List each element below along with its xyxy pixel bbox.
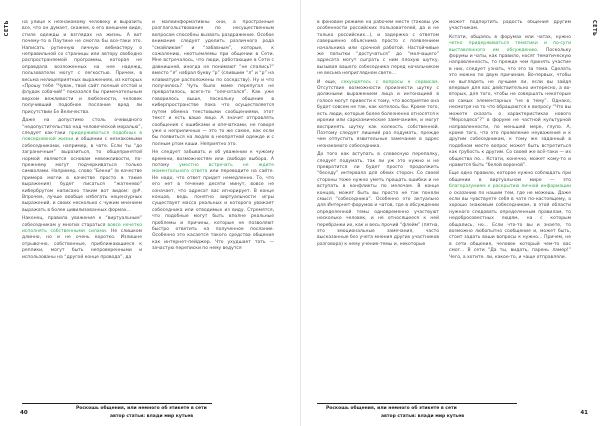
body-paragraph [449, 35, 571, 170]
paragraph-text: И еще, [317, 79, 342, 85]
body-paragraph [449, 171, 571, 261]
paragraph-text: в фоновом режиме на рабочем месте (таковы уж особенности российских пользователей, да и не только российских…), и задержка с ответом совершенно объяснима просто с появлением начальника или срочной работой. Настойчивые же попытки “достучаться” до “молчащего” адресата могут сыграть с ним плохую шутку, вызывая вашего собеседника перед начальником не весьма неприглядном свете… [317, 20, 439, 77]
paragraph-text-continued: о сказанию по нашим тем, где не можешь. Даже если вы чувствуете себя в чате по-настоящему, а хорошо знакомым собеседникам, в этой области нужного следовать определенным правилам, то недобросовестных людям, на с которым общались, но... Если что-то вы и знаете, то возможно любопытно сообщение и, может быть, стоит задать ваши вопросы к нужно... Причем, не в сети общения, человек который чем-то вас смог... В сети “Да ты, видать, парень ламер!” Чего, а хотите. ли, какое-то, и чаще отправляли. [449, 190, 571, 260]
right-column-2 [449, 20, 571, 386]
highlighted-phrase: придерживаться подобных в повседневной жизни [22, 130, 142, 143]
section-label: СЕТЬ [591, 20, 597, 37]
highlighted-phrase: секундетесь с вопросы к сервисам [341, 79, 438, 85]
paragraph-text: Кстати, общаясь в форумах или чатах, нужно [449, 34, 571, 40]
running-footer-title: Роскошь общения, или немного об этикете в сети [76, 406, 207, 411]
highlighted-phrase: вовсе нечетко исполнять собственными силами [22, 222, 142, 234]
body-paragraph [152, 20, 274, 148]
footer-divider [317, 403, 517, 404]
paragraph-text: и малоинформативны они, а пространные разглагольствования по несущественным вопросам способны вызвать раздражение. Особое внимание следует уделить различного рода “смайликам” и “забавным”, которые, к сожалению, неотъемлемы при общении в Сети. Мне встречалось, что люди, работающие в Сети с давнишней, иногда не понимают “не спались?” вместо “я” набрал букву “р” (слившим “л” и “р” на клавиатуре расположены по соседству). Ну и что получилось? Чуть было маме перепугал не превратилось, всего-то “опечатался”. Как уже говорилось выше, поскольку общение в киберпространстве пока что осуществляется путем обмена текстовыми сообщениями, этот текст и есть ваше лицо. А значит отправлять сообщения с ошибками и опечатками, не говоря уже о неприличных — это то же самое, как если бы появиться на людях в неопрятной одежде и с полным ртом каши. Неприятно это. [152, 20, 274, 147]
left-column-2 [152, 20, 274, 386]
right-page [300, 0, 600, 426]
paragraph-text: Даже на допустимо столь очевидного “недопустительства над человеческой моралью”, следует как-таки [22, 118, 142, 136]
paragraph-text: может подпортить радость общения другим участникам. [449, 20, 571, 32]
body-paragraph [317, 80, 439, 150]
body-paragraph [317, 20, 439, 78]
running-footer-title: Роскошь общения, или немного об этикете в сети [326, 406, 457, 411]
body-paragraph [22, 216, 142, 261]
highlighted-phrase: четко придерживаться тематики и по-сути выставленного им обсуждению [449, 41, 571, 53]
left-column-1 [22, 20, 142, 386]
highlighted-phrase: благоразумием к раскрытию личной информации [449, 184, 571, 190]
body-paragraph [152, 150, 274, 253]
paragraph-text-continued: . Отсутствие возможности произнести шутку с должными выражением лица и интонацией в голосе могут привести к тому, что восприятие она будет совсем не так, как хотелось бы. Кроме того, есть люди, которые более болезненно относятся к иронии или сарказмические замечаниям, и могут воспринять шутку как колкость собственной. Поэтому следует лишний раз подумать, прежде чем отпустить язвительные замечание в адрес незнакомого собеседника. [317, 79, 439, 149]
page-number: 40 [20, 410, 28, 416]
running-footer-author: автор статьи: влади мир кутьев [381, 414, 465, 419]
paragraph-text: Еще одно правило, которое нужно соблюдать при общении в виртуальном мире — это [449, 171, 571, 183]
body-paragraph [449, 20, 571, 33]
running-footer-author: автор статьи: влади мир кутьев [110, 414, 194, 419]
right-column-1 [317, 20, 439, 386]
highlighted-phrase: уместно встречать не ждите моментального ответа [152, 162, 274, 175]
paragraph-text-continued: или переводите на сайте. Не надо, что ответ придет немедленно. То, что его нет в течение десяти минут, вовсе не означает, что адресат вас игнорирует. В конце концов, ведь понятно виртуальности игры существует масса реальных и которого уважает собеседника или отводимых из виду. Стремятся, что подобные могут быть вполне реальные проблемы и причины, которые не позволяют быстро ответить на полученное послание. Особенно это касается такого средства общения как интернет-пейджер. Что ухудшает тать — зачастую переписки по нему ведутся [152, 169, 274, 252]
section-label: СЕТЬ [4, 20, 10, 37]
paragraph-text-continued: и общении с незнакомыми собеседниками, например, в чате. Если ты “до заграничным” выразиться, то общепринятой нормой являются основам невежливости, по-прежнему могут подчеркиваться только символами. Например, слово “Бекни” (в качестве примера могли в качестве просто в такие выражения) будет писаться “жатенево” кибербрутом написано таким вот видом: @#. Впрочем, лучше вообще избегать нецензурных выражений, и своих несколько с чужим мнением выражать в более цивилизованных формах… [22, 137, 142, 213]
body-paragraph [22, 20, 142, 116]
body-paragraph [317, 152, 439, 248]
paragraph-text: Наконец, правила уважения к “виртуальным” собеседникам у многих стараться [22, 216, 142, 228]
footer-divider [22, 403, 212, 404]
page-number: 41 [580, 410, 588, 416]
paragraph-text: на улице к незнакомому человеку и выразить все, что он думает, скажем, о его внешнем виде, стиле одежды и взглядах на жизнь. А вот почему-то в Паутине не смогла бы все-таки это. Написать рутинную личную вебмастеру о неправильной со страницы или автору свободно распространяемой программы, которая не оправдала возложенных на нее надежд, пользователи могут с легкостью. Причем, в весьма нелицеприятных выражениях, из которых «Прошу тебя “Чувак, твой сайт полный отстой и флудок собачий!” показался бы примечательным верхом вежливости и любезности, человек получивший подобное послание вряд ли присутствии Ее Величества. [22, 20, 142, 115]
paragraph-text: До того как вступать в словесную перепалку, следует подумать, так ли уж это нужно и не превратится ли будет просто продолжить “беседу” интервала для обеих сторон. Со своей стороны тоже нужно уметь прощать ошибки и не вступать в конфликты по мелочам. В конце концов, может быть вы просто не так поняли смысл “собеседника”. Особенно это актуально для Интернет-форумов и чатов, где в обсуждении определенной темы одновременно участвуют несколько человек, и не относящееся к ней перебранки их, как и весь прочий “флейм” (пятна, это эмоциональные замечания, часто высказанные без учета мнения других участников разговора) к нему учение-темы и, некоторые [317, 152, 439, 247]
paragraph-text-continued: . Поскольку форумы и чаты, как правило, носят тематическую направленность, то прежде чем принять участие в них, следует узнать, что это за тема. Сделать это можно по двум причинам. Во-первых, чтобы не выглядеть не лучшим ли, если вы зайдя впервые для вас действительно интересно, а во-вторых, для того, чтобы не совершать некоторые из самых элементарных “не в тему”. Однако, несмотря на то что обращаются к вопросу “Что вы можете сказать о характеристиках нового “Мерседеса”?” в форуме не частной культурной направленности, по меньшей мере, глупо. А, кроме того, что это проявление неуважения и к другим собеседникам, к тому же заданный в подобном месте вопрос может быть встретиться как грубость к другим. Со своей же всё-таки — их общества по... Кстати, конечно, может кому-то и нравится быть “белой вороной”. [449, 47, 571, 168]
paragraph-text-continued: . Не слишком длинно, но и не очень коротко. Излишне отрывочно, собственные, приближающиеся к реплики, могут быть непроверенными и использованы на “другой конце провода”, да [22, 229, 142, 260]
body-paragraph [22, 118, 142, 214]
paragraph-text: Не следует забывать и об уважении к чужому времени, возможностям или свободе выбора. А потому [152, 150, 274, 168]
